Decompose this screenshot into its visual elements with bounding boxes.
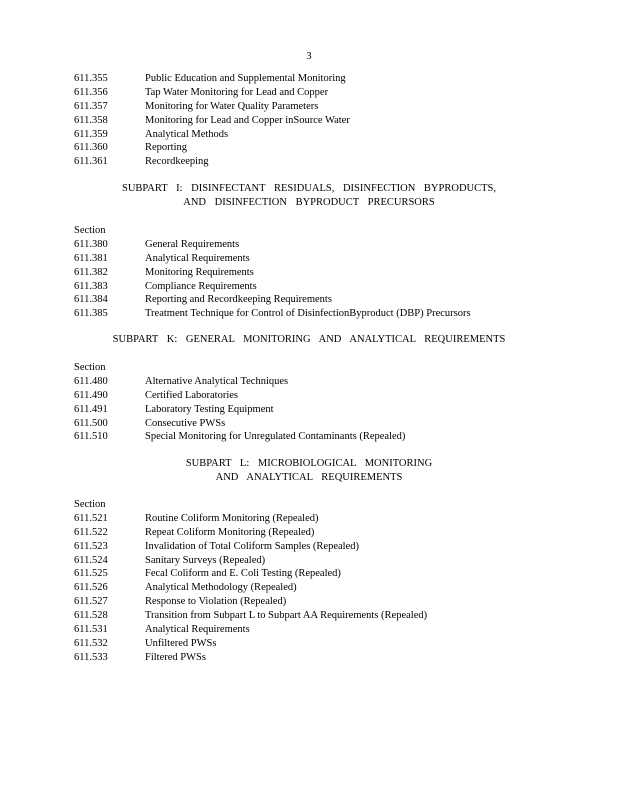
subpart-heading-line: SUBPART K: GENERAL MONITORING AND ANALYTICAL REQUIREMENTS (112, 334, 506, 345)
section-number: 611.382 (74, 266, 108, 278)
section-label: Section (74, 225, 106, 236)
list-item (0, 637, 618, 651)
section-title: Recordkeeping (145, 156, 209, 168)
list-item (0, 512, 618, 526)
section-title: Response to Violation (Repealed) (145, 596, 287, 608)
list-item (0, 100, 618, 114)
list-item (0, 266, 618, 280)
list-item (0, 526, 618, 540)
list-item (0, 623, 618, 637)
list-item (0, 375, 618, 389)
list-item (0, 403, 618, 417)
section-number: 611.531 (74, 624, 108, 636)
list-item (0, 128, 618, 142)
section-title: Analytical Requirements (145, 252, 250, 264)
list-item (0, 567, 618, 581)
list-item (0, 141, 618, 155)
section-number: 611.526 (74, 582, 108, 594)
subpart-k-heading (0, 333, 618, 347)
section-title: Invalidation of Total Coliform Samples (Repealed) (145, 540, 359, 552)
section-number: 611.356 (74, 86, 108, 98)
subpart-k-sections (0, 361, 618, 444)
section-title: Public Education and Supplemental Monitoring (145, 73, 346, 84)
subpart-heading-line: SUBPART I: DISINFECTANT RESIDUALS, DISINFECTION BYPRODUCTS, (121, 183, 496, 194)
list-item (0, 238, 618, 252)
section-title: Analytical Methodology (Repealed) (145, 582, 297, 594)
list-item (0, 155, 618, 169)
subpart-l-sections (0, 498, 618, 665)
list-item (0, 540, 618, 554)
list-item (0, 114, 618, 128)
section-label: Section (74, 362, 106, 373)
section-number: 611.532 (74, 637, 108, 649)
section-number: 611.361 (74, 156, 108, 168)
page-number: 3 (306, 51, 312, 62)
section-number: 611.355 (74, 73, 108, 84)
section-number: 611.357 (74, 100, 108, 112)
section-title: Fecal Coliform and E. Coli Testing (Repealed) (145, 568, 341, 580)
list-item (0, 554, 618, 568)
list-item (0, 389, 618, 403)
section-title: Certified Laboratories (145, 389, 239, 401)
section-number: 611.360 (74, 142, 108, 154)
section-title: Treatment Technique for Control of DisinfectionByproduct (DBP) Precursors (145, 308, 471, 320)
subpart-heading-line: AND ANALYTICAL REQUIREMENTS (215, 471, 403, 483)
section-title: Analytical Requirements (145, 624, 250, 636)
section-title: Unfiltered PWSs (145, 637, 217, 649)
list-item (0, 252, 618, 266)
section-number: 611.380 (74, 238, 108, 250)
section-title: Filtered PWSs (145, 651, 206, 663)
list-item (0, 651, 618, 665)
section-number: 611.510 (74, 431, 108, 443)
list-item (0, 307, 618, 321)
list-item (0, 293, 618, 307)
section-number: 611.500 (74, 417, 108, 429)
subpart-heading-line: SUBPART L: MICROBIOLOGICAL MONITORING (185, 458, 433, 469)
section-title: Special Monitoring for Unregulated Contaminants (Repealed) (145, 431, 406, 443)
section-title: Analytical Methods (145, 128, 229, 140)
section-title: Repeat Coliform Monitoring (Repealed) (145, 526, 315, 538)
section-number: 611.490 (74, 389, 108, 401)
list-item (0, 280, 618, 294)
section-title: Monitoring for Water Quality Parameters (145, 100, 319, 112)
section-title: Sanitary Surveys (Repealed) (145, 554, 266, 566)
section-number: 611.381 (74, 252, 108, 264)
subpart-l-heading (0, 457, 618, 485)
section-number: 611.528 (74, 610, 108, 622)
section-number: 611.358 (74, 114, 108, 126)
section-title: Laboratory Testing Equipment (145, 403, 274, 415)
list-item (0, 72, 618, 86)
list-item (0, 417, 618, 431)
section-label: Section (74, 499, 106, 510)
section-number: 611.384 (74, 294, 108, 306)
list-item (0, 609, 618, 623)
section-title: General Requirements (145, 238, 240, 250)
section-title: Tap Water Monitoring for Lead and Copper (145, 86, 329, 98)
section-number: 611.480 (74, 375, 108, 387)
list-item (0, 581, 618, 595)
section-title: Monitoring for Lead and Copper inSource Water (145, 114, 350, 126)
section-title: Compliance Requirements (145, 280, 257, 292)
section-number: 611.385 (74, 308, 108, 320)
section-title: Routine Coliform Monitoring (Repealed) (145, 512, 319, 524)
section-number: 611.522 (74, 526, 108, 538)
subpart-i-heading (0, 182, 618, 210)
section-number: 611.359 (74, 128, 108, 140)
section-title: Monitoring Requirements (145, 266, 254, 278)
section-list-top (0, 72, 618, 169)
section-number: 611.525 (74, 568, 108, 580)
section-number: 611.523 (74, 540, 108, 552)
section-number: 611.524 (74, 554, 108, 566)
section-title: Reporting (145, 142, 187, 154)
section-number: 611.527 (74, 596, 108, 608)
section-number: 611.491 (74, 403, 108, 415)
section-title: Alternative Analytical Techniques (145, 375, 289, 387)
section-number: 611.533 (74, 651, 108, 663)
list-item (0, 86, 618, 100)
section-title: Consecutive PWSs (145, 417, 226, 429)
subpart-i-sections (0, 224, 618, 321)
section-number: 611.383 (74, 280, 108, 292)
list-item (0, 430, 618, 444)
list-item (0, 595, 618, 609)
section-title: Transition from Subpart L to Subpart AA Requirements (Repealed) (145, 610, 428, 622)
section-title: Reporting and Recordkeeping Requirements (145, 294, 332, 306)
subpart-heading-line: AND DISINFECTION BYPRODUCT PRECURSORS (183, 196, 435, 208)
section-number: 611.521 (74, 512, 108, 524)
